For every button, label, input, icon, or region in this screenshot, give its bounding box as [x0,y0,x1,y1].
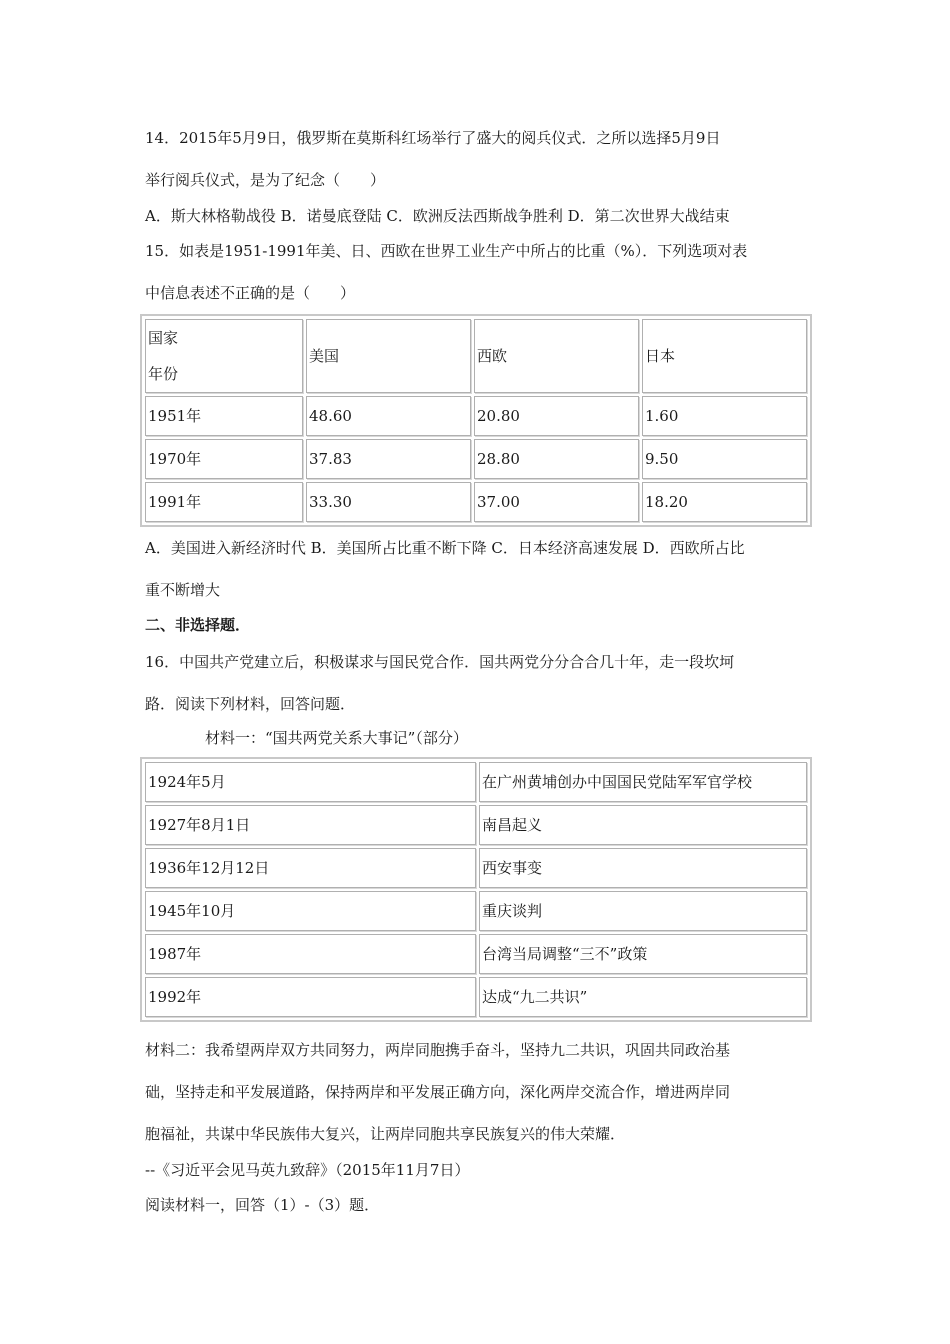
event-date: 1936年12月12日 [145,848,476,888]
event-description: 西安事变 [479,848,807,888]
q16-stem-line1: 16．中国共产党建立后，积极谋求与国民党合作．国共两党分分合合几十年，走一段坎坷 [145,653,735,671]
event-description: 重庆谈判 [479,891,807,931]
table-header-row [145,319,807,393]
table-cell: 33.30 [306,482,471,522]
industry-share-table [140,314,812,527]
table-row [145,848,807,888]
table-row [145,396,807,436]
table-row [145,977,807,1017]
q15-stem-line2: 中信息表述不正确的是（ ） [145,284,356,302]
event-date: 1992年 [145,977,476,1017]
column-header: 美国 [306,319,471,393]
table-cell: 18.20 [642,482,807,522]
material2-source: --《习近平会见马英九致辞》（2015年11月7日） [145,1161,470,1179]
material2-line2: 础，坚持走和平发展道路，保持两岸和平发展正确方向，深化两岸交流合作，增进两岸同 [145,1083,731,1101]
q15-options-line2: 重不断增大 [145,581,221,599]
event-date: 1927年8月1日 [145,805,476,845]
material1-title: 材料一：“国共两党关系大事记”（部分） [205,729,468,747]
table-cell: 37.83 [306,439,471,479]
event-date: 1945年10月 [145,891,476,931]
q15-stem-line1: 15．如表是1951-1991年美、日、西欧在世界工业生产中所占的比重（%）．下列选项对表 [145,242,748,260]
column-header: 日本 [642,319,807,393]
table-cell: 9.50 [642,439,807,479]
q14-options: A．斯大林格勒战役 B．诺曼底登陆 C．欧洲反法西斯战争胜利 D．第二次世界大战结束 [145,207,730,225]
table-row [145,934,807,974]
event-date: 1924年5月 [145,762,476,802]
table-row [145,805,807,845]
material2-line1: 材料二：我希望两岸双方共同努力，两岸同胞携手奋斗，坚持九二共识，巩固共同政治基 [145,1041,731,1059]
table-cell: 28.80 [474,439,639,479]
row-year: 1951年 [145,396,303,436]
corner-country-label: 国家 [148,329,179,347]
table-row [145,891,807,931]
column-header: 西欧 [474,319,639,393]
row-year: 1991年 [145,482,303,522]
event-date: 1987年 [145,934,476,974]
table-cell: 20.80 [474,396,639,436]
events-table [140,757,812,1022]
q16-instruction: 阅读材料一，回答（1）-（3）题． [145,1196,380,1214]
row-year: 1970年 [145,439,303,479]
table-row [145,762,807,802]
table-cell: 1.60 [642,396,807,436]
section-heading: 二、非选择题． [145,616,251,634]
q15-options-line1: A．美国进入新经济时代 B．美国所占比重不断下降 C．日本经济高速发展 D．西欧所占比 [145,539,745,557]
corner-year-label: 年份 [148,365,179,383]
table-corner-cell [145,319,303,393]
event-description: 台湾当局调整“三不”政策 [479,934,807,974]
q14-stem-line2: 举行阅兵仪式，是为了纪念（ ） [145,171,386,189]
q14-stem-line1: 14．2015年5月9日，俄罗斯在莫斯科红场举行了盛大的阅兵仪式．之所以选择5月9日 [145,129,721,147]
table-row [145,482,807,522]
material2-line3: 胞福祉，共谋中华民族伟大复兴，让两岸同胞共享民族复兴的伟大荣耀． [145,1125,626,1143]
event-description: 南昌起义 [479,805,807,845]
table-cell: 48.60 [306,396,471,436]
table-cell: 37.00 [474,482,639,522]
event-description: 达成“九二共识” [479,977,807,1017]
event-description: 在广州黄埔创办中国国民党陆军军官学校 [479,762,807,802]
q16-stem-line2: 路．阅读下列材料，回答问题． [145,695,356,713]
table-row [145,439,807,479]
